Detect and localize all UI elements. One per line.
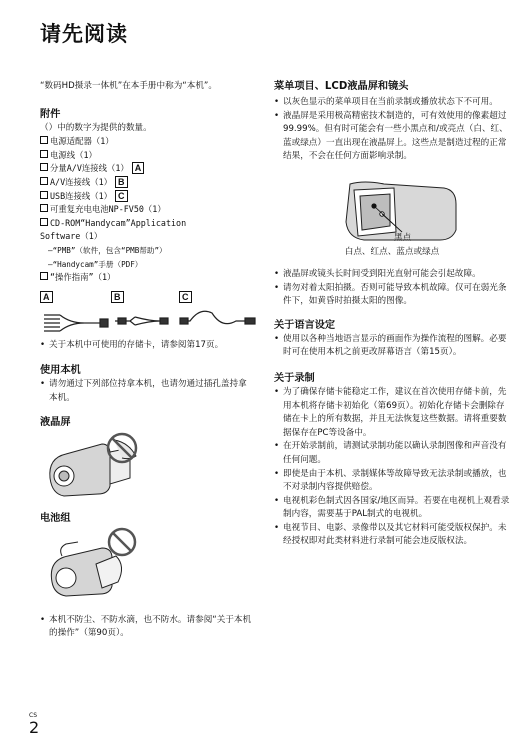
memory-card-note: • 关于本机中可使用的存储卡，请参阅第17页。 bbox=[40, 339, 234, 353]
menu-lcd-heading: 菜单项目、LCD液晶屏和镜头 bbox=[274, 81, 409, 92]
page-title: 请先阅读 bbox=[40, 22, 128, 46]
language-bullet: • 使用以各种当地语言显示的画面作为操作流程的图解。必要时可在使用本机之前更改屏幕语言（第15页）。 bbox=[274, 333, 510, 360]
accessories-heading: 附件 bbox=[40, 108, 61, 120]
recording-bullet: • 电视节目、电影、录像带以及其它材料可能受版权保护。未经授权即对此类材料进行录制可能会违反版权法。 bbox=[274, 522, 510, 549]
checkbox-icon bbox=[40, 177, 48, 185]
recording-bullet: • 为了确保存储卡能稳定工作，建议在首次使用存储卡前，先用本机将存储卡初始化（第69页）。初始化存储卡会删除存储在卡上的所有数据，并且无法恢复这些数据。请将重要数据保存在PC等设备中。 bbox=[274, 386, 510, 440]
tag-b: B bbox=[115, 176, 128, 188]
checkbox-icon bbox=[40, 163, 48, 171]
checkbox-icon bbox=[40, 272, 48, 280]
cables-drawing bbox=[40, 303, 260, 335]
checkbox-icon bbox=[40, 191, 48, 199]
cable-label-c: C bbox=[179, 291, 192, 303]
accessory-item: CD-ROM“Handycam”Application Software（1） bbox=[40, 217, 187, 242]
lcd-pixel-figure bbox=[274, 170, 510, 260]
using-bullet: • 请勿通过下列部位持拿本机，也请勿通过插孔盖持拿本机。 bbox=[40, 378, 253, 405]
accessories-note: （）中的数字为提供的数量。 bbox=[40, 122, 152, 133]
accessory-item: 电源线（1） bbox=[40, 149, 253, 163]
lcd-label: 液晶屏 bbox=[40, 416, 71, 428]
intro-text: “数码HD摄录一体机”在本手册中称为“本机”。 bbox=[40, 81, 217, 91]
accessory-item: 分量A/V连接线（1） A bbox=[40, 162, 253, 176]
black-dot-label: 黑点 bbox=[394, 232, 412, 243]
accessory-list bbox=[40, 135, 253, 285]
checkbox-icon bbox=[40, 136, 48, 144]
language-heading: 关于语言设定 bbox=[274, 319, 336, 331]
accessory-item: 可重复充电电池NP-FV50（1） bbox=[40, 203, 253, 217]
accessory-subitem: –“PMB”（软件，包含“PMB帮助”） bbox=[48, 245, 167, 255]
recording-bullet: • 即使是由于本机、录制媒体等故障导致无法录制或播放，也不对录制内容提供赔偿。 bbox=[274, 468, 510, 495]
checkbox-icon bbox=[40, 204, 48, 212]
cable-label-a: A bbox=[40, 291, 53, 303]
sunlight-bullet: • 液晶屏或镜头长时间受到阳光直射可能会引起故障。 bbox=[274, 268, 510, 282]
recording-heading: 关于录制 bbox=[274, 372, 315, 384]
dust-water-note: • 本机不防尘、不防水滴，也不防水。请参阅“关于本机的操作”（第90页）。 bbox=[40, 614, 253, 641]
accessory-item: A/V连接线（1） B bbox=[40, 176, 253, 190]
battery-illustration bbox=[44, 526, 154, 608]
accessory-item: 电源适配器（1） bbox=[40, 135, 253, 149]
accessory-item: “操作指南”（1） bbox=[40, 271, 253, 285]
page-number: 2 bbox=[29, 718, 40, 737]
battery-label: 电池组 bbox=[40, 512, 71, 524]
cables-figure bbox=[40, 289, 253, 335]
sun-shooting-bullet: • 请勿对着太阳拍摄。否则可能导致本机故障。仅可在弱光条件下，如黄昏时拍摄太阳的图像。 bbox=[274, 282, 510, 309]
tag-a: A bbox=[132, 162, 145, 174]
checkbox-icon bbox=[40, 218, 48, 226]
recording-bullet: • 电视机彩色制式因各国家/地区而异。若要在电视机上观看录制内容，需要基于PAL制式的电视机。 bbox=[274, 495, 510, 522]
color-dot-caption: 白点、红点、蓝点或绿点 bbox=[344, 246, 440, 257]
menu-bullet: • 以灰色显示的菜单项目在当前录制或播放状态下不可用。 bbox=[274, 96, 510, 110]
lcd-pixel-bullet: • 液晶屏是采用极高精密技术制造的，可有效使用的像素超过99.99%。但有时可能会有一些小黑点和/或亮点（白、红、蓝或绿点）一直出现在液晶屏上。这些点是制造过程的正常结果，不会在任何方面影响录制。 bbox=[274, 110, 510, 164]
checkbox-icon bbox=[40, 150, 48, 158]
lcd-illustration bbox=[44, 430, 154, 510]
tag-c: C bbox=[115, 190, 128, 202]
left-column bbox=[40, 80, 253, 641]
right-column bbox=[274, 80, 510, 549]
accessory-subitem: –“Handycam”手册（PDF） bbox=[48, 259, 143, 269]
accessory-item: USB连接线（1） C bbox=[40, 190, 253, 204]
using-heading: 使用本机 bbox=[40, 365, 81, 377]
language-code: CS bbox=[29, 712, 37, 719]
cable-label-b: B bbox=[111, 291, 124, 303]
recording-bullet: • 在开始录制前，请测试录制功能以确认录制图像和声音没有任何问题。 bbox=[274, 440, 510, 467]
